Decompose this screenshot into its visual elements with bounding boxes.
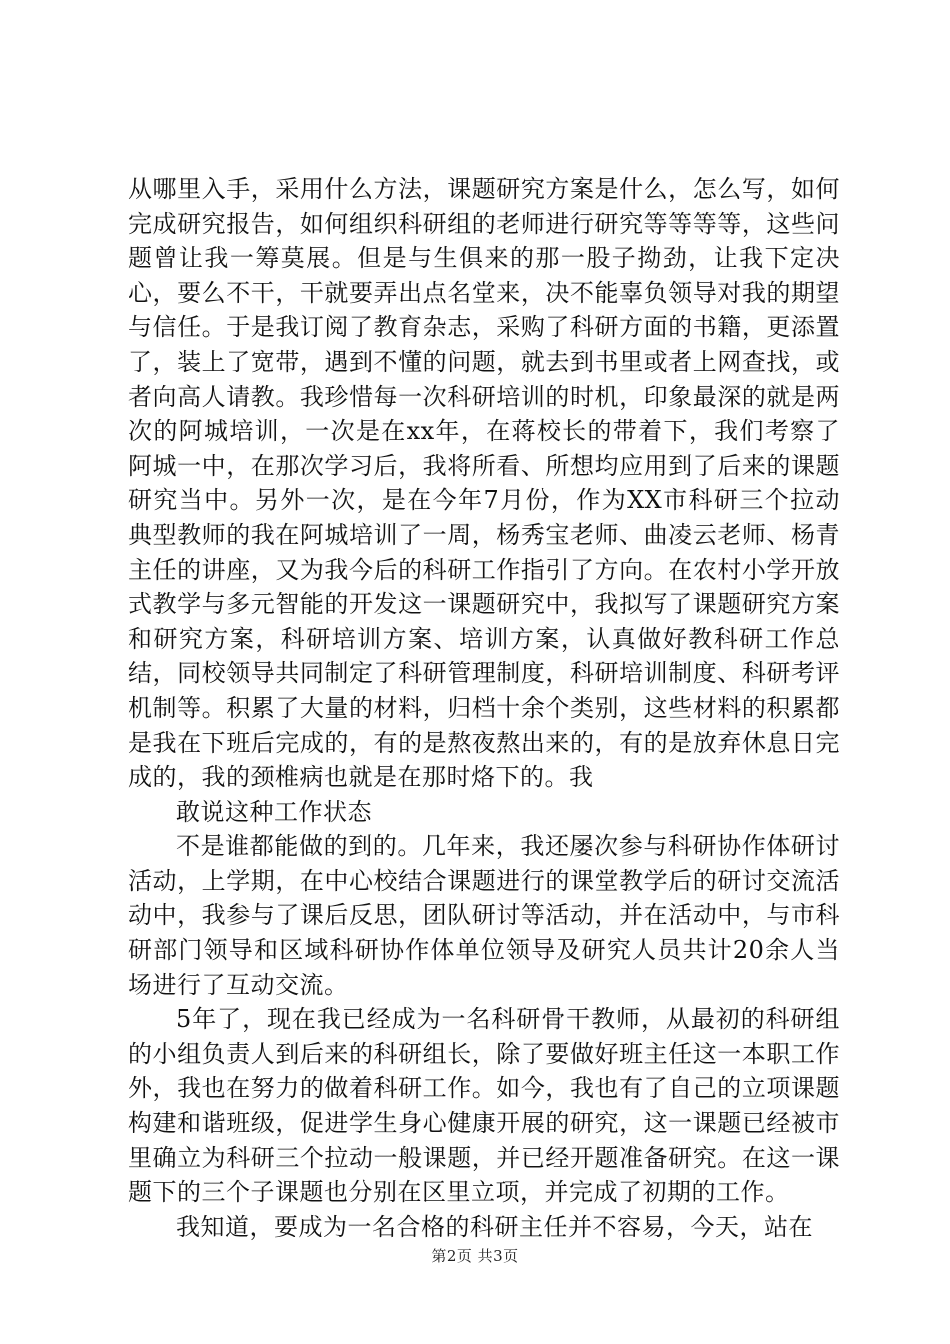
page-footer: 第2页 共3页: [431, 1247, 519, 1265]
body-text: [128, 172, 840, 1244]
paragraph-3: 不是谁都能做的到的。几年来，我还屡次参与科研协作体研讨活动，上学期，在中心校结合课题进行的课堂教学后的研讨交流活动中，我参与了课后反思，团队研讨等活动，并在活动中，与市科研部门领导和区域科研协作体单位领导及研究人员共计20余人当场进行了互动交流。: [128, 832, 840, 999]
paragraph-1: 从哪里入手，采用什么方法，课题研究方案是什么，怎么写，如何完成研究报告，如何组织科研组的老师进行研究等等等等，这些问题曾让我一筹莫展。但是与生俱来的那一股子拗劲，让我下定决心，要么不干，干就要弄出点名堂来，决不能辜负领导对我的期望与信任。于是我订阅了教育杂志，采购了科研方面的书籍，更添置了，装上了宽带，遇到不懂的问题，就去到书里或者上网查找，或者向高人请教。我珍惜每一次科研培训的时机，印象最深的就是两次的阿城培训，一次是在xx年，在蒋校长的带着下，我们考察了阿城一中，在那次学习后，我将所看、所想均应用到了后来的课题研究当中。另外一次，是在今年7月份，作为XX市科研三个拉动典型教师的我在阿城培训了一周，杨秀宝老师、曲凌云老师、杨青主任的讲座，又为我今后的科研工作指引了方向。在农村小学开放式教学与多元智能的开发这一课题研究中，我拟写了课题研究方案和研究方案，科研培训方案、培训方案，认真做好教科研工作总结，同校领导共同制定了科研管理制度，科研培训制度、科研考评机制等。积累了大量的材料，归档十余个类别，这些材料的积累都是我在下班后完成的，有的是熬夜熬出来的，有的是放弃休息日完成的，我的颈椎病也就是在那时烙下的。我: [128, 175, 840, 792]
paragraph-4: 5年了，现在我已经成为一名科研骨干教师，从最初的科研组的小组负责人到后来的科研组长，除了要做好班主任这一本职工作外，我也在努力的做着科研工作。如今，我也有了自己的立项课题构建和谐班级，促进学生身心健康开展的研究，这一课题已经被市里确立为科研三个拉动一般课题，并已经开题准备研究。在这一课题下的三个子课题也分别在区里立项，并完成了初期的工作。: [128, 1005, 840, 1207]
paragraph-5: 我知道，要成为一名合格的科研主任并不容易，今天，站在: [176, 1212, 813, 1241]
paragraph-2: 敢说这种工作状态: [176, 797, 372, 826]
